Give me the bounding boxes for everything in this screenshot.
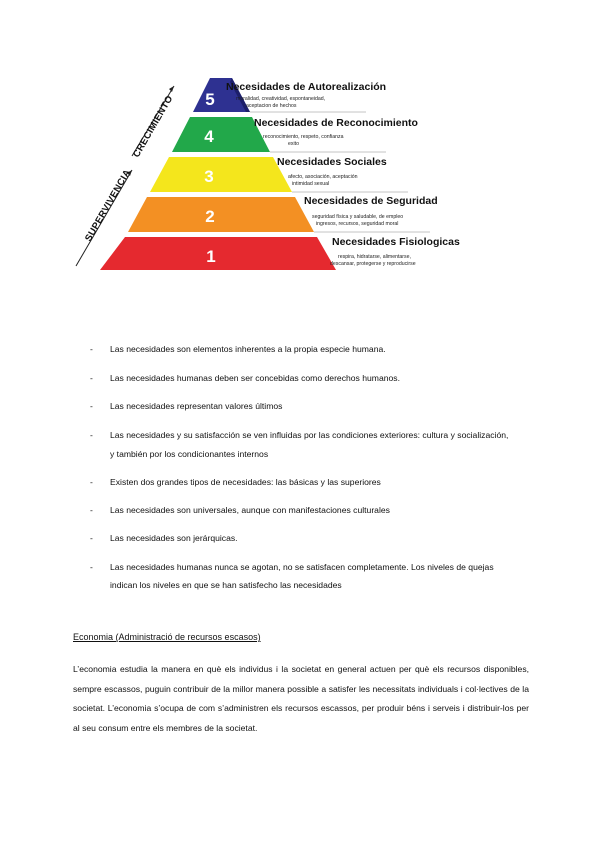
tier-desc-2a: seguridad física y saludable, de empleo <box>312 214 404 220</box>
bullet-item <box>90 341 530 357</box>
bullet-item <box>90 474 530 490</box>
tier-desc-2b: ingresos, recursos, seguridad moral <box>316 221 399 227</box>
side-label-right: CRECIMIENTO <box>131 93 176 160</box>
bullet-marker: - <box>90 533 93 543</box>
bullet-text: Las necesidades humanas nunca se agotan, no se satisfacen completamente. Los niveles de quejas <box>110 562 494 572</box>
bullet-marker: - <box>90 477 93 487</box>
tier-desc-5a: moralidad, creatividad, espontaneidad, <box>236 96 326 102</box>
tier-title-3: Necesidades Sociales <box>277 156 387 168</box>
bullet-text: Las necesidades y su satisfacción se ven influidas por las condiciones exteriores: cultura y socialización, <box>110 430 509 440</box>
bullet-item <box>90 398 530 414</box>
tier-number-1: 1 <box>206 247 216 266</box>
bullet-marker: - <box>90 430 93 440</box>
tier-desc-1a: respira, hidratarse, alimentarse, <box>338 254 411 260</box>
tier-desc-3b: intimidad sexual <box>292 181 330 187</box>
bullet-marker: - <box>90 344 93 354</box>
bullet-marker: - <box>90 401 93 411</box>
tier-title-1: Necesidades Fisiologicas <box>332 236 460 248</box>
bullet-text: Existen dos grandes tipos de necesidades: las básicas y las superiores <box>110 477 381 487</box>
bullet-item <box>90 370 530 386</box>
bullet-text-continued: indican los niveles en que se han satisfecho las necesidades <box>110 580 342 590</box>
bullet-item <box>90 427 530 462</box>
tier-desc-5b: aceptacion de hechos <box>246 103 297 109</box>
tier-number-4: 4 <box>204 127 214 146</box>
tier-number-2: 2 <box>205 207 215 226</box>
bullet-item <box>90 530 530 546</box>
bullet-marker: - <box>90 373 93 383</box>
section-paragraph: L’economia estudia la manera en què els individus i la societat en general actuen per què els recursos disponibles, sempre escassos, puguin contribuir de la millor manera possible a satisfer les necessitats individuals i col·lectives de la societat. L’economia s’ocupa de com s’administren els recursos escassos, per produir béns i serveis i distribuir-los per al seu consum entre els membres de la societat. <box>73 664 529 733</box>
tier-title-4: Necesidades de Reconocimiento <box>254 117 418 129</box>
maslow-pyramid <box>70 72 470 272</box>
tier-title-5: Necesidades de Autorealización <box>226 81 387 93</box>
bullet-text: Las necesidades son jerárquicas. <box>110 533 238 543</box>
tier-desc-4b: exito <box>288 141 299 147</box>
pyramid-tier-2 <box>128 197 314 232</box>
bullet-text: Las necesidades son universales, aunque con manifestaciones culturales <box>110 505 390 515</box>
bullet-item <box>90 502 530 518</box>
tier-desc-3a: afecto, asociación, aceptación <box>288 174 358 180</box>
pyramid-tier-1 <box>100 237 336 270</box>
pyramid-tier-3 <box>150 157 292 192</box>
bullet-item <box>90 559 530 593</box>
bullet-text: Las necesidades representan valores últimos <box>110 401 283 411</box>
bullet-marker: - <box>90 505 93 515</box>
bullet-marker: - <box>90 562 93 572</box>
section-heading: Economia (Administració de recursos escasos) <box>73 632 261 642</box>
bullet-text: Las necesidades humanas deben ser concebidas como derechos humanos. <box>110 373 400 383</box>
tier-title-2: Necesidades de Seguridad <box>304 195 438 207</box>
bullet-text: Las necesidades son elementos inherentes a la propia especie humana. <box>110 344 386 354</box>
tier-number-5: 5 <box>205 90 215 109</box>
tier-desc-1b: descansar, protegerse y reproducirse <box>330 261 416 267</box>
tier-number-3: 3 <box>204 167 214 186</box>
tier-desc-4a: reconocimiento, respeto, confianza <box>263 134 344 140</box>
growth-arrowhead <box>169 86 174 92</box>
bullet-text-continued: y también por los condicionantes internos <box>110 449 269 459</box>
side-label-left: SUPERVIVENCIA <box>83 167 134 244</box>
